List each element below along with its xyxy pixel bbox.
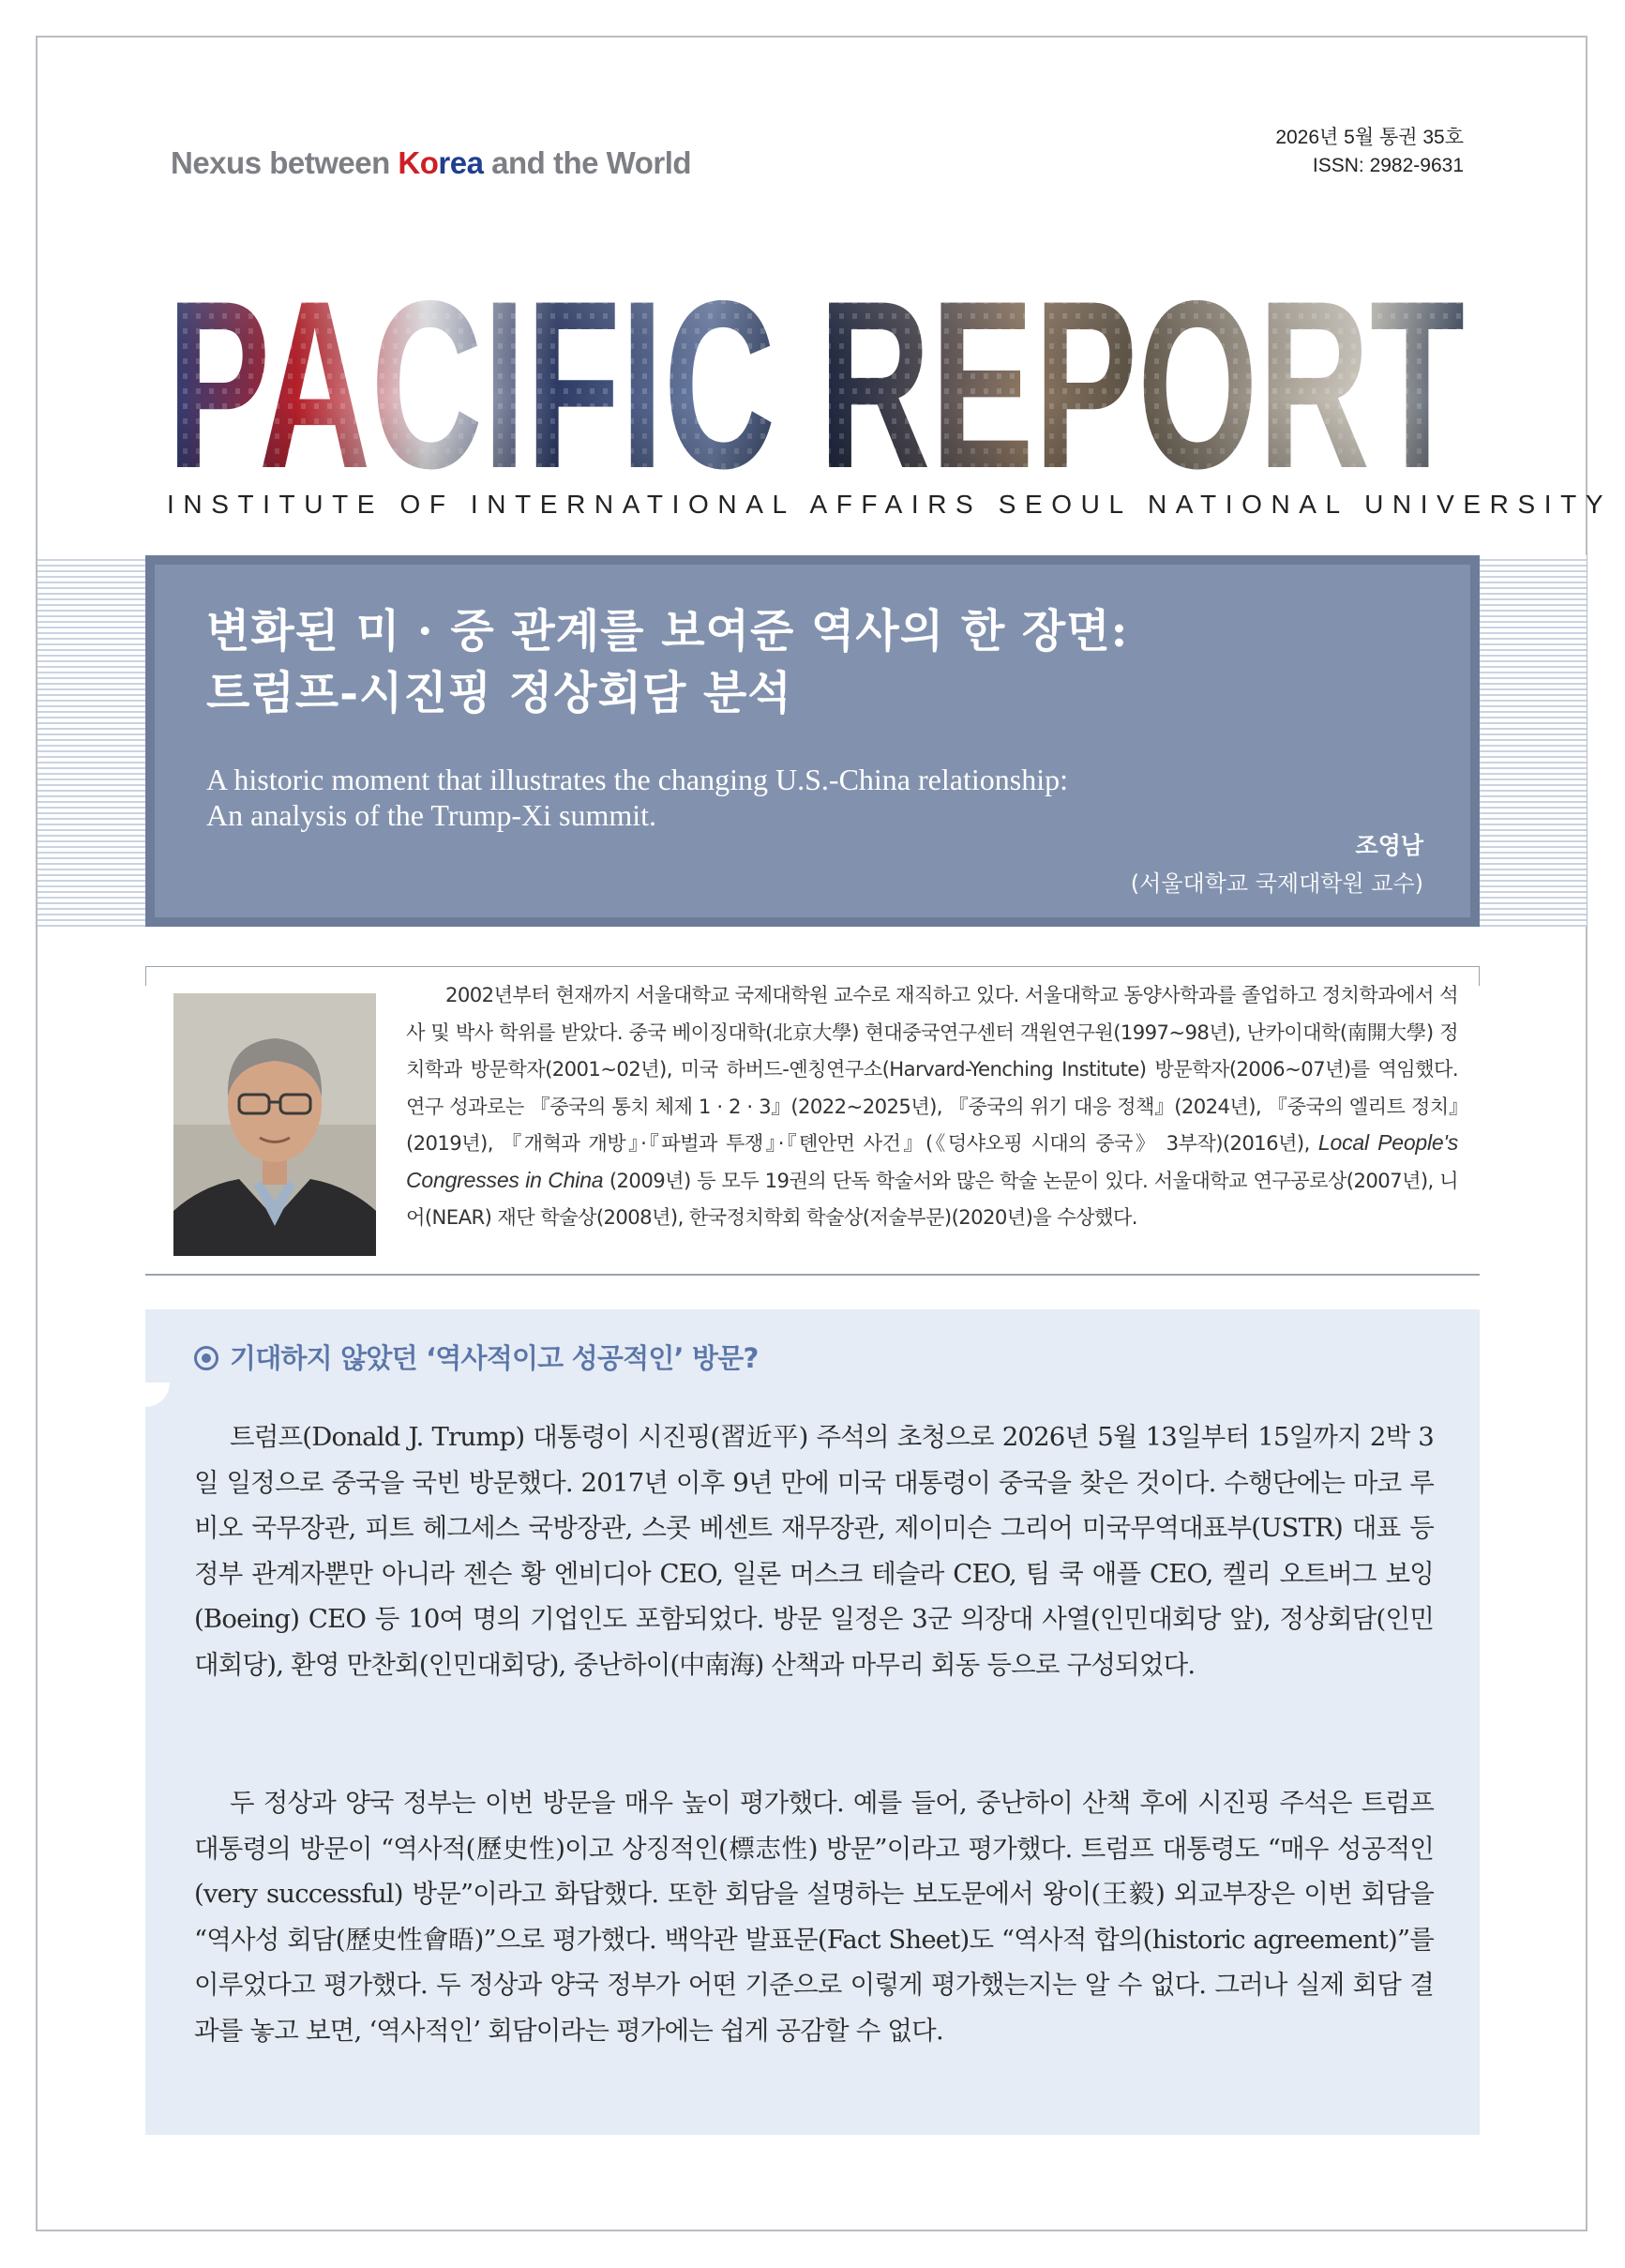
author-affiliation: (서울대학교 국제대학원 교수) (1130, 870, 1423, 897)
masthead-title-texture: PACIFIC REPORT (167, 280, 1465, 476)
masthead-logo (167, 280, 1465, 476)
masthead-svg (167, 280, 1465, 476)
section-heading (194, 1338, 759, 1376)
institute-name: INSTITUTE OF INTERNATIONAL AFFAIRS SEOUL NATIONAL UNIVERSITY (167, 490, 1613, 519)
title-box (145, 555, 1480, 927)
masthead-title-shade: PACIFIC REPORT (167, 280, 1465, 476)
title-ko-line2: 트럼프-시진핑 정상회담 분석 (206, 667, 792, 719)
article-title-english (206, 762, 1068, 833)
issn: ISSN: 2982-9631 (1312, 155, 1464, 176)
title-en-line1: A historic moment that illustrates the changing U.S.-China relationship: (206, 763, 1068, 796)
masthead-title: PACIFIC REPORT (167, 280, 1465, 476)
bio-book-title: Local People's Congresses in China (406, 1130, 1458, 1192)
title-ko-line1: 변화된 미 · 중 관계를 보여준 역사의 한 장면: (206, 605, 1129, 658)
tagline (171, 145, 691, 181)
author-portrait (173, 993, 376, 1256)
body-paragraph-2: 두 정상과 양국 정부는 이번 방문을 매우 높이 평가했다. 예를 들어, 중난하이 산책 후에 시진핑 주석은 트럼프 대통령의 방문이 “역사적(歷史性)이고 상징적인(標志性) 방문”이라고 평가했다. 트럼프 대통령도 “매우 성공적인(very successful) 방문”이라고 화답했다. 또한 회담을 설명하는 보도문에서 왕이(王毅) 외교부장은 이번 회담을 “역사성 회담(歷史性會晤)”으로 평가했다. 백악관 발표문(Fact Sheet)도 “역사적 합의(historic agreement)”를 이루었다고 평가했다. 두 정상과 양국 정부가 어떤 기준으로 이렇게 평가했는지는 알 수 없다. 그러나 실제 회담 결과를 놓고 보면, ‘역사적인’ 회담이라는 평가에는 쉽게 공감할 수 없다. (194, 1788, 1434, 2046)
author-name: 조영남 (1355, 832, 1423, 859)
section-heading-text: 기대하지 않았던 ‘역사적이고 성공적인’ 방문? (230, 1342, 759, 1374)
issue-info (1275, 124, 1464, 180)
portrait-image (173, 993, 376, 1256)
tagline-ko: Ko (398, 145, 439, 180)
bio-text-after: (2009년) 등 모두 19권의 단독 학술서와 많은 학술 논문이 있다. 서울대학교 연구공로상(2007년), 니어(NEAR) 재단 학술상(2008년), 한국정치학회 학술상(저술부문)(2020년)을 수상했다. (406, 1168, 1459, 1229)
article-title-korean (206, 600, 1128, 724)
tagline-pre: Nexus between (171, 145, 399, 180)
title-en-line2: An analysis of the Trump-Xi summit. (206, 798, 657, 832)
tagline-rea: rea (438, 145, 484, 180)
author-bio-text (406, 976, 1458, 1236)
issue-number: 2026년 5월 통권 35호 (1275, 127, 1464, 148)
body-box-notch (145, 1383, 170, 1407)
bio-text-before: 2002년부터 현재까지 서울대학교 국제대학원 교수로 재직하고 있다. 서울대학교 동양사학과를 졸업하고 정치학과에서 석사 및 박사 학위를 받았다. 중국 베이징대학(北京大學) 현대중국연구센터 객원연구원(1997~98년), 난카이대학(南開大學) 정치학과 방문학자(2001~02년), 미국 하버드-옌칭연구소(Harvard-Yenching Institute) 방문학자(2006~07년)를 역임했다. 연구 성과로는 『중국의 통치 체제 1 · 2 · 3』(2022~2025년), 『중국의 위기 대응 정책』(2024년), 『중국의 엘리트 정치』(2019년), 『개혁과 개방』·『파벌과 투쟁』·『톈안먼 사건』(《덩샤오핑 시대의 중국》 3부작)(2016년), (406, 983, 1458, 1155)
bullet-circle-icon (194, 1346, 218, 1370)
article-body-box (145, 1309, 1480, 2135)
body-paragraph-1: 트럼프(Donald J. Trump) 대통령이 시진핑(習近平) 주석의 초청으로 2026년 5월 13일부터 15일까지 2박 3일 일정으로 중국을 국빈 방문했다. 2017년 이후 9년 만에 미국 대통령이 중국을 찾은 것이다. 수행단에는 마코 루비오 국무장관, 피트 헤그세스 국방장관, 스콧 베센트 재무장관, 제이미슨 그리어 미국무역대표부(USTR) 대표 등 정부 관계자뿐만 아니라 젠슨 황 엔비디아 CEO, 일론 머스크 테슬라 CEO, 팀 쿡 애플 CEO, 켈리 오트버그 보잉(Boeing) CEO 등 10여 명의 기업인도 포함되었다. 방문 일정은 3군 의장대 사열(인민대회당 앞), 정상회담(인민대회당), 환영 만찬회(인민대회당), 중난하이(中南海) 산책과 마무리 회동 등으로 구성되었다. (194, 1422, 1434, 1680)
author-bio-box (145, 966, 1480, 1276)
tagline-post: and the World (483, 145, 692, 180)
